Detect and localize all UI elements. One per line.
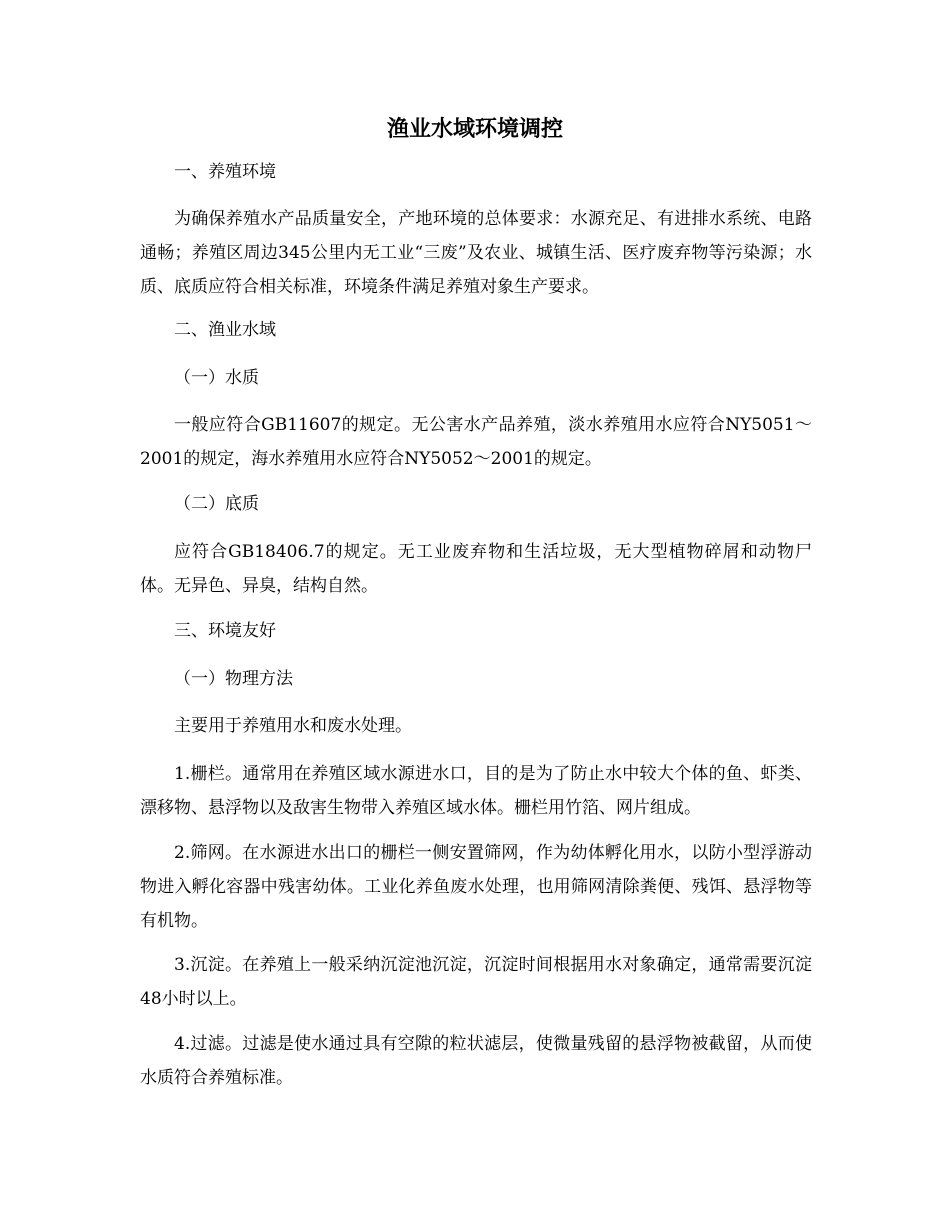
subheading-water-quality: （一）水质 — [174, 368, 259, 388]
paragraph-sediment: 应符合GB18406.7的规定。无工业废弃物和生活垃圾，无大型植物碎屑和动物尸体。无异色、异臭，结构自然。 — [140, 542, 812, 596]
paragraph-breeding-environment: 为确保养殖水产品质量安全，产地环境的总体要求：水源充足、有进排水系统、电路通畅；养殖区周边345公里内无工业“三废”及农业、城镇生活、医疗废弃物等污染源；水质、底质应符合相关标准，环境条件满足养殖对象生产要求。 — [140, 209, 812, 297]
heading-environment-friendly: 三、环境友好 — [174, 621, 276, 641]
heading-fishery-waters: 二、渔业水域 — [174, 320, 276, 340]
heading-breeding-environment: 一、养殖环境 — [174, 162, 276, 182]
paragraph-water-quality: 一般应符合GB11607的规定。无公害水产品养殖，淡水养殖用水应符合NY5051～2001的规定，海水养殖用水应符合NY5052～2001的规定。 — [140, 415, 812, 469]
list-item-screen: 2.筛网。在水源进水出口的栅栏一侧安置筛网，作为幼体孵化用水，以防小型浮游动物进入孵化容器中残害幼体。工业化养鱼废水处理，也用筛网清除粪便、残饵、悬浮物等有机物。 — [140, 843, 812, 931]
document-title: 渔业水域环境调控 — [386, 116, 563, 142]
paragraph-physical-methods: 主要用于养殖用水和废水处理。 — [174, 716, 412, 736]
subheading-sediment: （二）底质 — [174, 494, 259, 514]
subheading-physical-methods: （一）物理方法 — [174, 669, 293, 689]
list-item-fence: 1.栅栏。通常用在养殖区域水源进水口，目的是为了防止水中较大个体的鱼、虾类、漂移物、悬浮物以及敌害生物带入养殖区域水体。栅栏用竹箔、网片组成。 — [140, 764, 812, 818]
list-item-filtration: 4.过滤。过滤是使水通过具有空隙的粒状滤层，使微量残留的悬浮物被截留，从而使水质符合养殖标准。 — [140, 1034, 812, 1088]
list-item-sedimentation: 3.沉淀。在养殖上一般采纳沉淀池沉淀，沉淀时间根据用水对象确定，通常需要沉淀48小时以上。 — [140, 955, 812, 1009]
